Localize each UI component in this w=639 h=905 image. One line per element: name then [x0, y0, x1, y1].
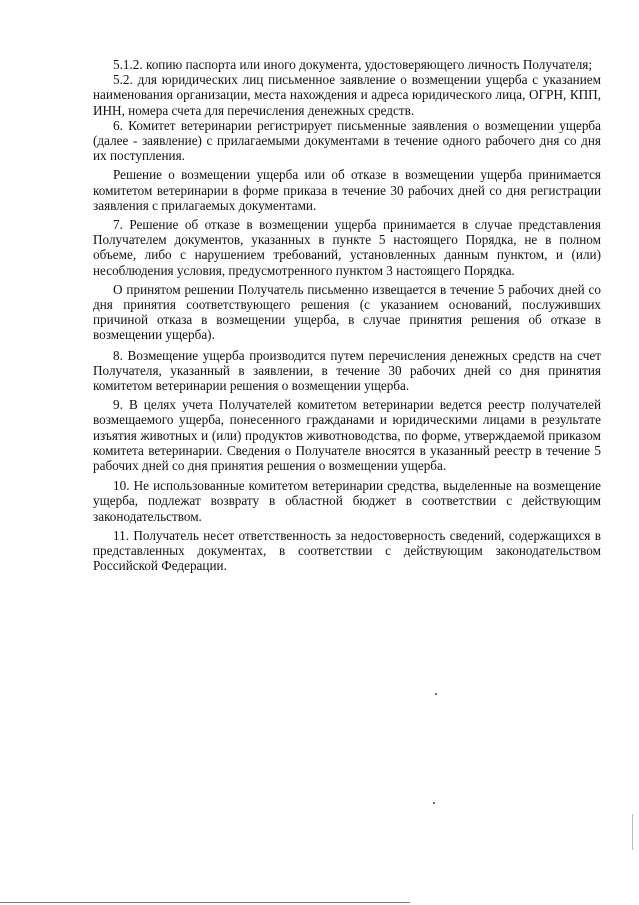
paragraph-8: 8. Возмещение ущерба производится путем перечисления денежных средств на счет Получателя, указанный в заявлении, в течение 30 рабочих дней со дня принятия комитетом ветеринарии решения о возмещении ущерба.	[93, 347, 601, 394]
scan-speck	[433, 802, 435, 804]
paragraph-7: 7. Решение об отказе в возмещении ущерба принимается в случае представления Получателем документов, указанных в пункте 5 настоящего Порядка, не в полном объеме, либо с нарушением требований, установленных данным пунктом, и (или) несоблюдения условия, предусмотренного пунктом 3 настоящего Порядка.	[93, 217, 601, 278]
paragraph-5-1-2: 5.1.2. копию паспорта или иного документа, удостоверяющего личность Получателя;	[113, 57, 593, 72]
paragraph-6: 6. Комитет ветеринарии регистрирует письменные заявления о возмещении ущерба (далее - заявление) с прилагаемыми документами в течение одного рабочего дня со дня их поступления.	[93, 117, 601, 164]
paragraph-11: 11. Получатель несет ответственность за недостоверность сведений, содержащихся в представленных документах, в соответствии с действующим законодательством Российской Федерации.	[93, 527, 601, 574]
paragraph-decision: Решение о возмещении ущерба или об отказе в возмещении ущерба принимается комитетом ветеринарии в форме приказа в течение 30 рабочих дней со дня регистрации заявления с прилагаемых документами.	[93, 167, 601, 213]
paragraph-5-2: 5.2. для юридических лиц письменное заявление о возмещении ущерба с указанием наименования организации, места нахождения и адреса юридического лица, ОГРН, КПП, ИНН, номера счета для перечисления денежных средств.	[93, 72, 601, 118]
paragraph-9: 9. В целях учета Получателей комитетом ветеринарии ведется реестр получателей возмещаемого ущерба, понесенного гражданами и юридическими лицами в результате изъятия животных и (или) продуктов животноводства, по форме, утверждаемой приказом комитета ветеринарии. Сведения о Получателе вносятся в указанный реестр в течение 5 рабочих дней со дня принятия решения о возмещении ущерба.	[93, 397, 601, 474]
scan-bottom-line	[0, 902, 410, 903]
scan-edge-mark	[632, 814, 633, 850]
scan-speck	[435, 693, 437, 695]
document-body	[93, 57, 601, 574]
paragraph-10: 10. Не использованные комитетом ветеринарии средства, выделенные на возмещение ущерба, подлежат возврату в областной бюджет в соответствии с действующим законодательством.	[93, 478, 601, 524]
paragraph-notification: О принятом решении Получатель письменно извещается в течение 5 рабочих дней со дня принятия соответствующего решения (с указанием оснований, послуживших причиной отказа в возмещении ущерба, в случае принятия решения об отказе в возмещении ущерба).	[93, 281, 601, 343]
